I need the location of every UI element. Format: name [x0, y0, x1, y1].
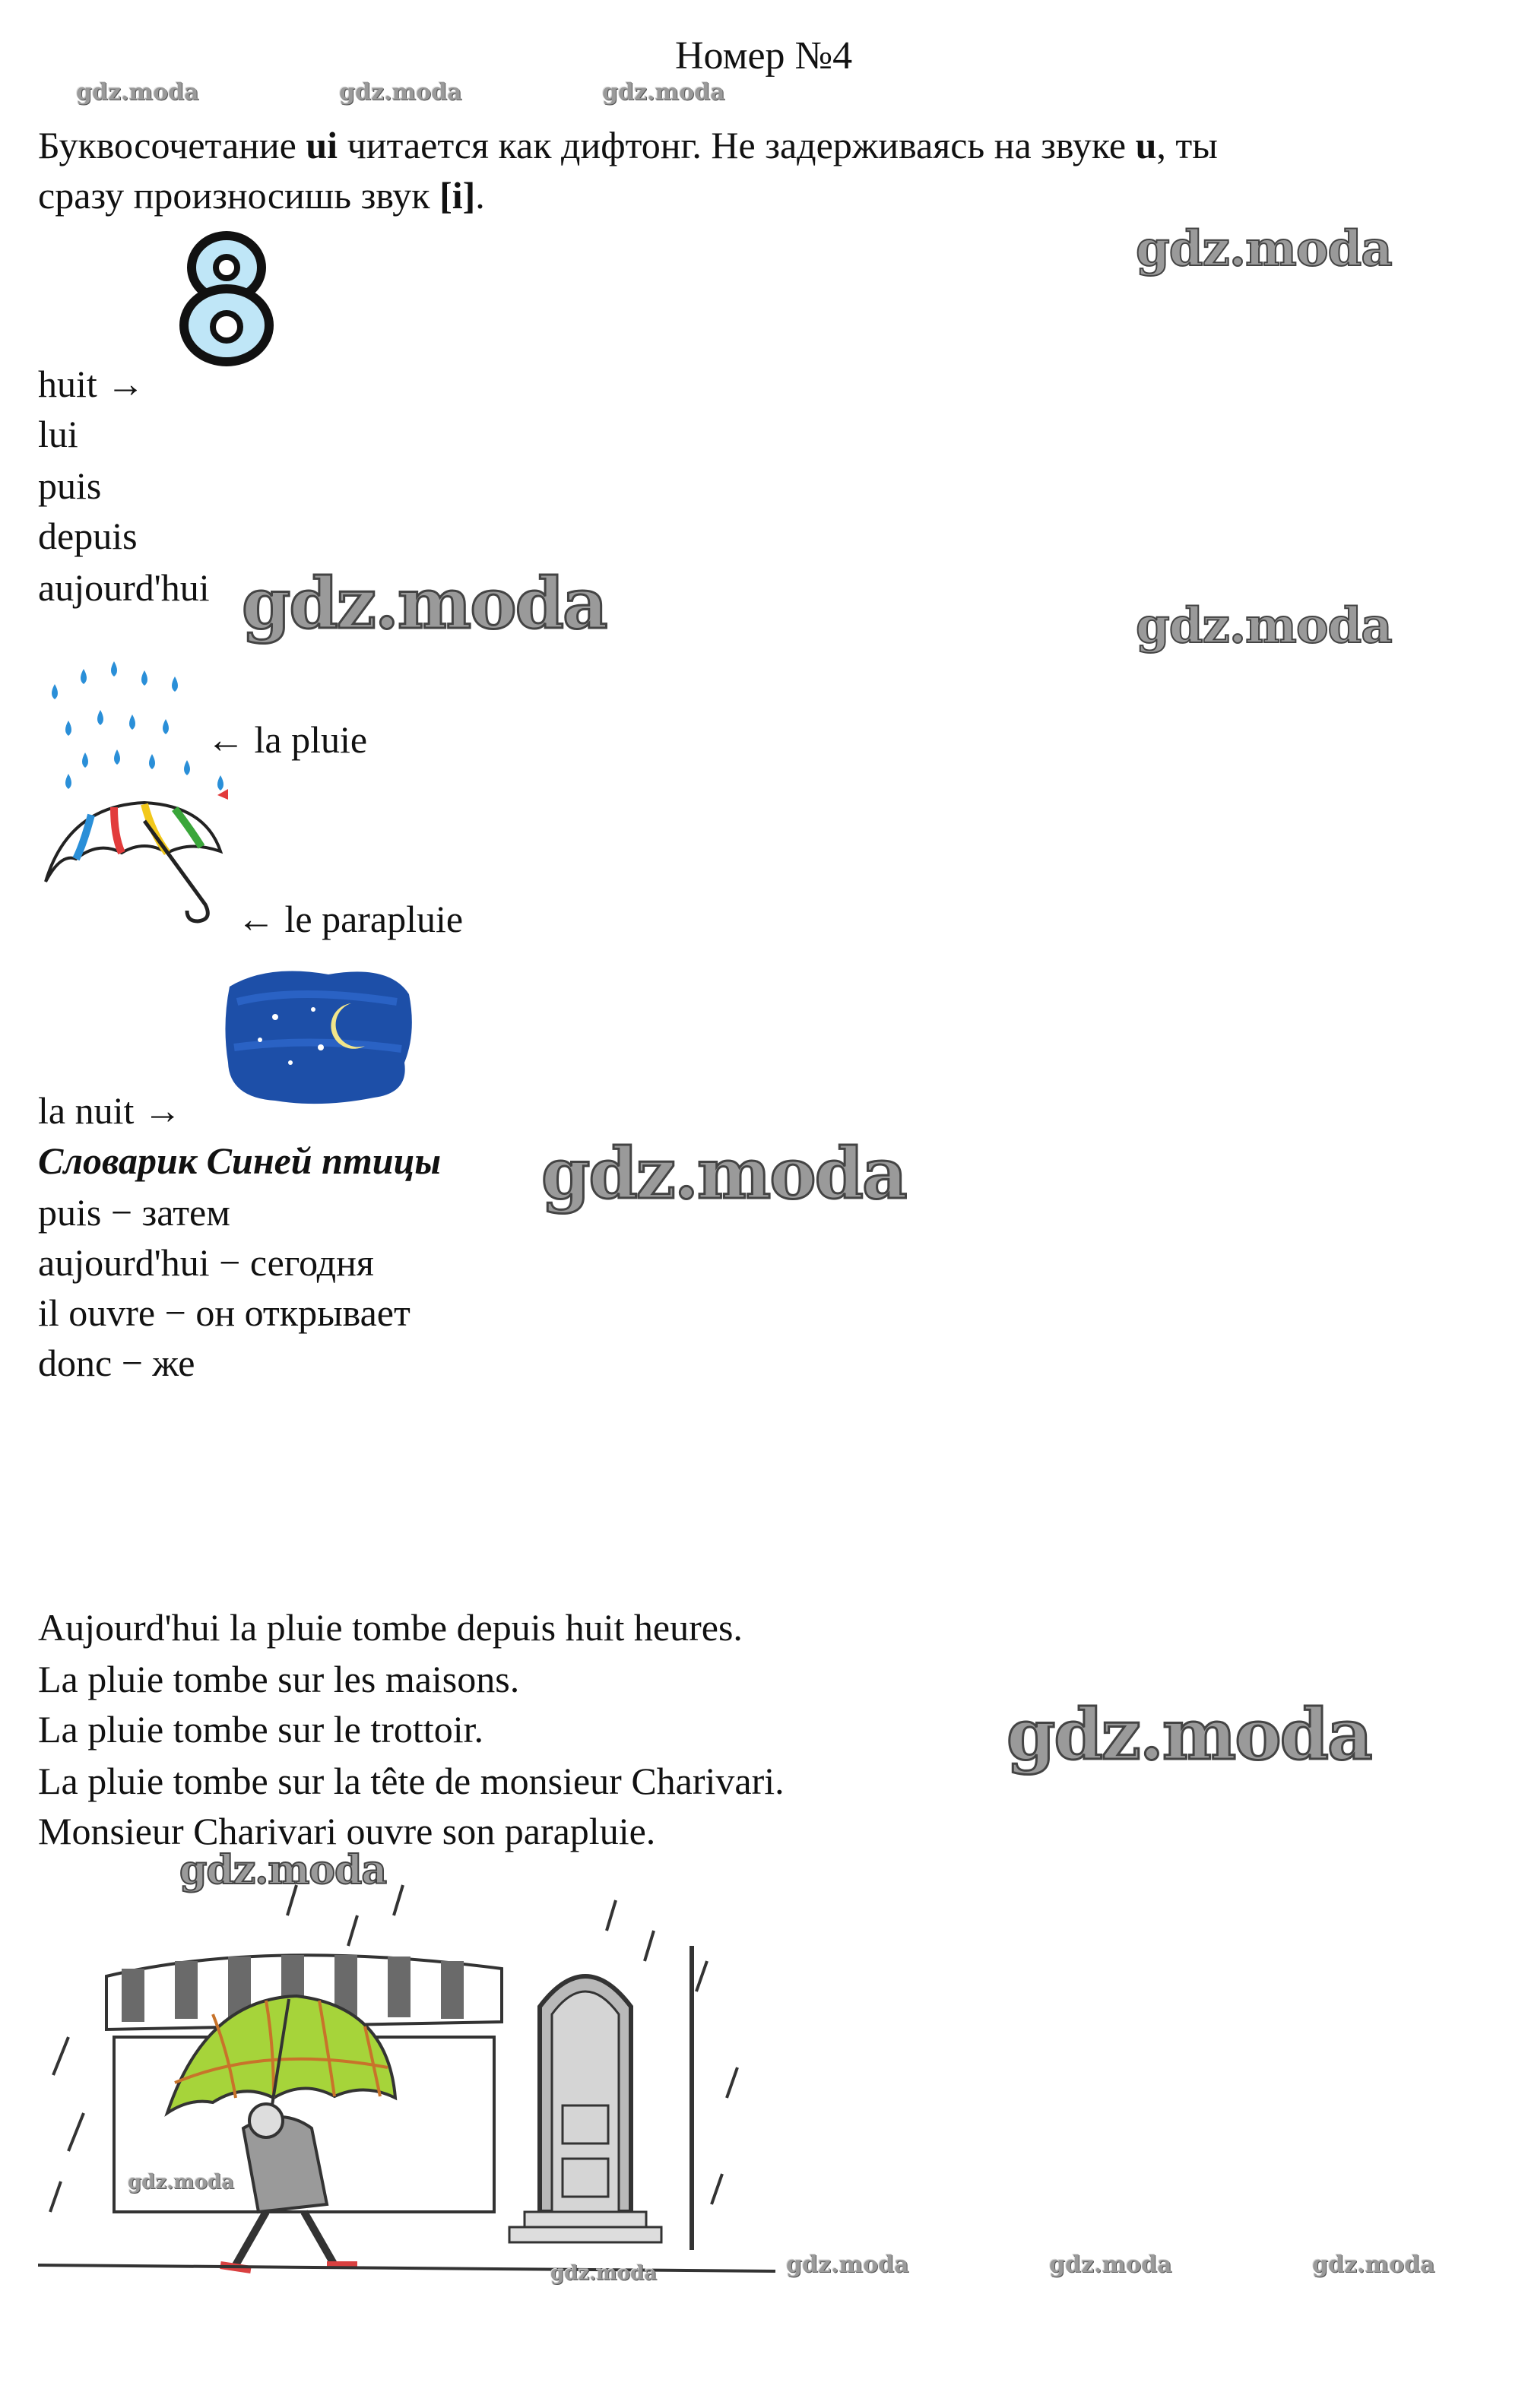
story-line: La pluie tombe sur le trottoir.: [38, 1708, 483, 1751]
story-line: La pluie tombe sur les maisons.: [38, 1658, 520, 1700]
word-item: puis: [38, 464, 102, 507]
intro-bold-u: u: [1135, 124, 1157, 166]
watermark: gdz.moda: [179, 1847, 387, 1893]
night-sky-image: [222, 964, 417, 1108]
story-line: Aujourd'hui la pluie tombe depuis huit heures.: [38, 1606, 743, 1649]
word-item: aujourd'hui: [38, 566, 210, 609]
page-title: Номер №4: [675, 34, 853, 78]
label-la-pluie: ← la pluie: [207, 718, 368, 761]
story-line: Monsieur Charivari ouvre son parapluie.: [38, 1810, 656, 1852]
intro-text: сразу произносишь звук: [38, 174, 440, 217]
dictionary-title: Словарик Синей птицы: [38, 1139, 442, 1182]
watermark: gdz.moda: [602, 79, 725, 106]
watermark: gdz.moda: [1312, 2251, 1435, 2278]
word-item: huit →: [38, 363, 145, 405]
watermark: gdz.moda: [128, 2171, 235, 2194]
dictionary-entry: puis − затем: [38, 1191, 230, 1234]
word-item: depuis: [38, 515, 138, 557]
intro-text: читается как дифтонг. Не задерживаясь на звуке: [338, 124, 1136, 166]
label-le-parapluie: ← le parapluie: [237, 898, 464, 940]
dictionary-entry: il ouvre − он открывает: [38, 1291, 411, 1334]
dictionary-entry: donc − же: [38, 1342, 195, 1384]
word-item: lui: [38, 413, 78, 455]
watermark: gdz.moda: [76, 79, 199, 106]
rainy-street-illustration: [38, 1855, 775, 2280]
intro-text: Буквосочетание: [38, 124, 306, 166]
intro-line-1: [38, 120, 1218, 170]
intro-bold-ui: ui: [306, 124, 338, 166]
intro-text: .: [475, 174, 485, 217]
watermark: gdz.moda: [242, 562, 607, 645]
watermark: gdz.moda: [339, 79, 462, 106]
number-eight-image: [176, 228, 277, 368]
watermark: gdz.moda: [550, 2262, 658, 2285]
label-la-nuit: la nuit →: [38, 1089, 182, 1132]
watermark: gdz.moda: [1136, 220, 1392, 277]
rain-umbrella-image: [38, 654, 236, 943]
intro-line-2: [38, 170, 485, 220]
intro-text: , ты: [1156, 124, 1218, 166]
watermark: gdz.moda: [786, 2251, 909, 2278]
watermark: gdz.moda: [1049, 2251, 1172, 2278]
dictionary-entry: aujourd'hui − сегодня: [38, 1241, 374, 1284]
intro-bold-sound: [i]: [439, 174, 476, 217]
watermark: gdz.moda: [1007, 1694, 1371, 1776]
watermark: gdz.moda: [541, 1133, 906, 1215]
watermark: gdz.moda: [1136, 597, 1392, 654]
story-line: La pluie tombe sur la tête de monsieur Charivari.: [38, 1760, 785, 1802]
